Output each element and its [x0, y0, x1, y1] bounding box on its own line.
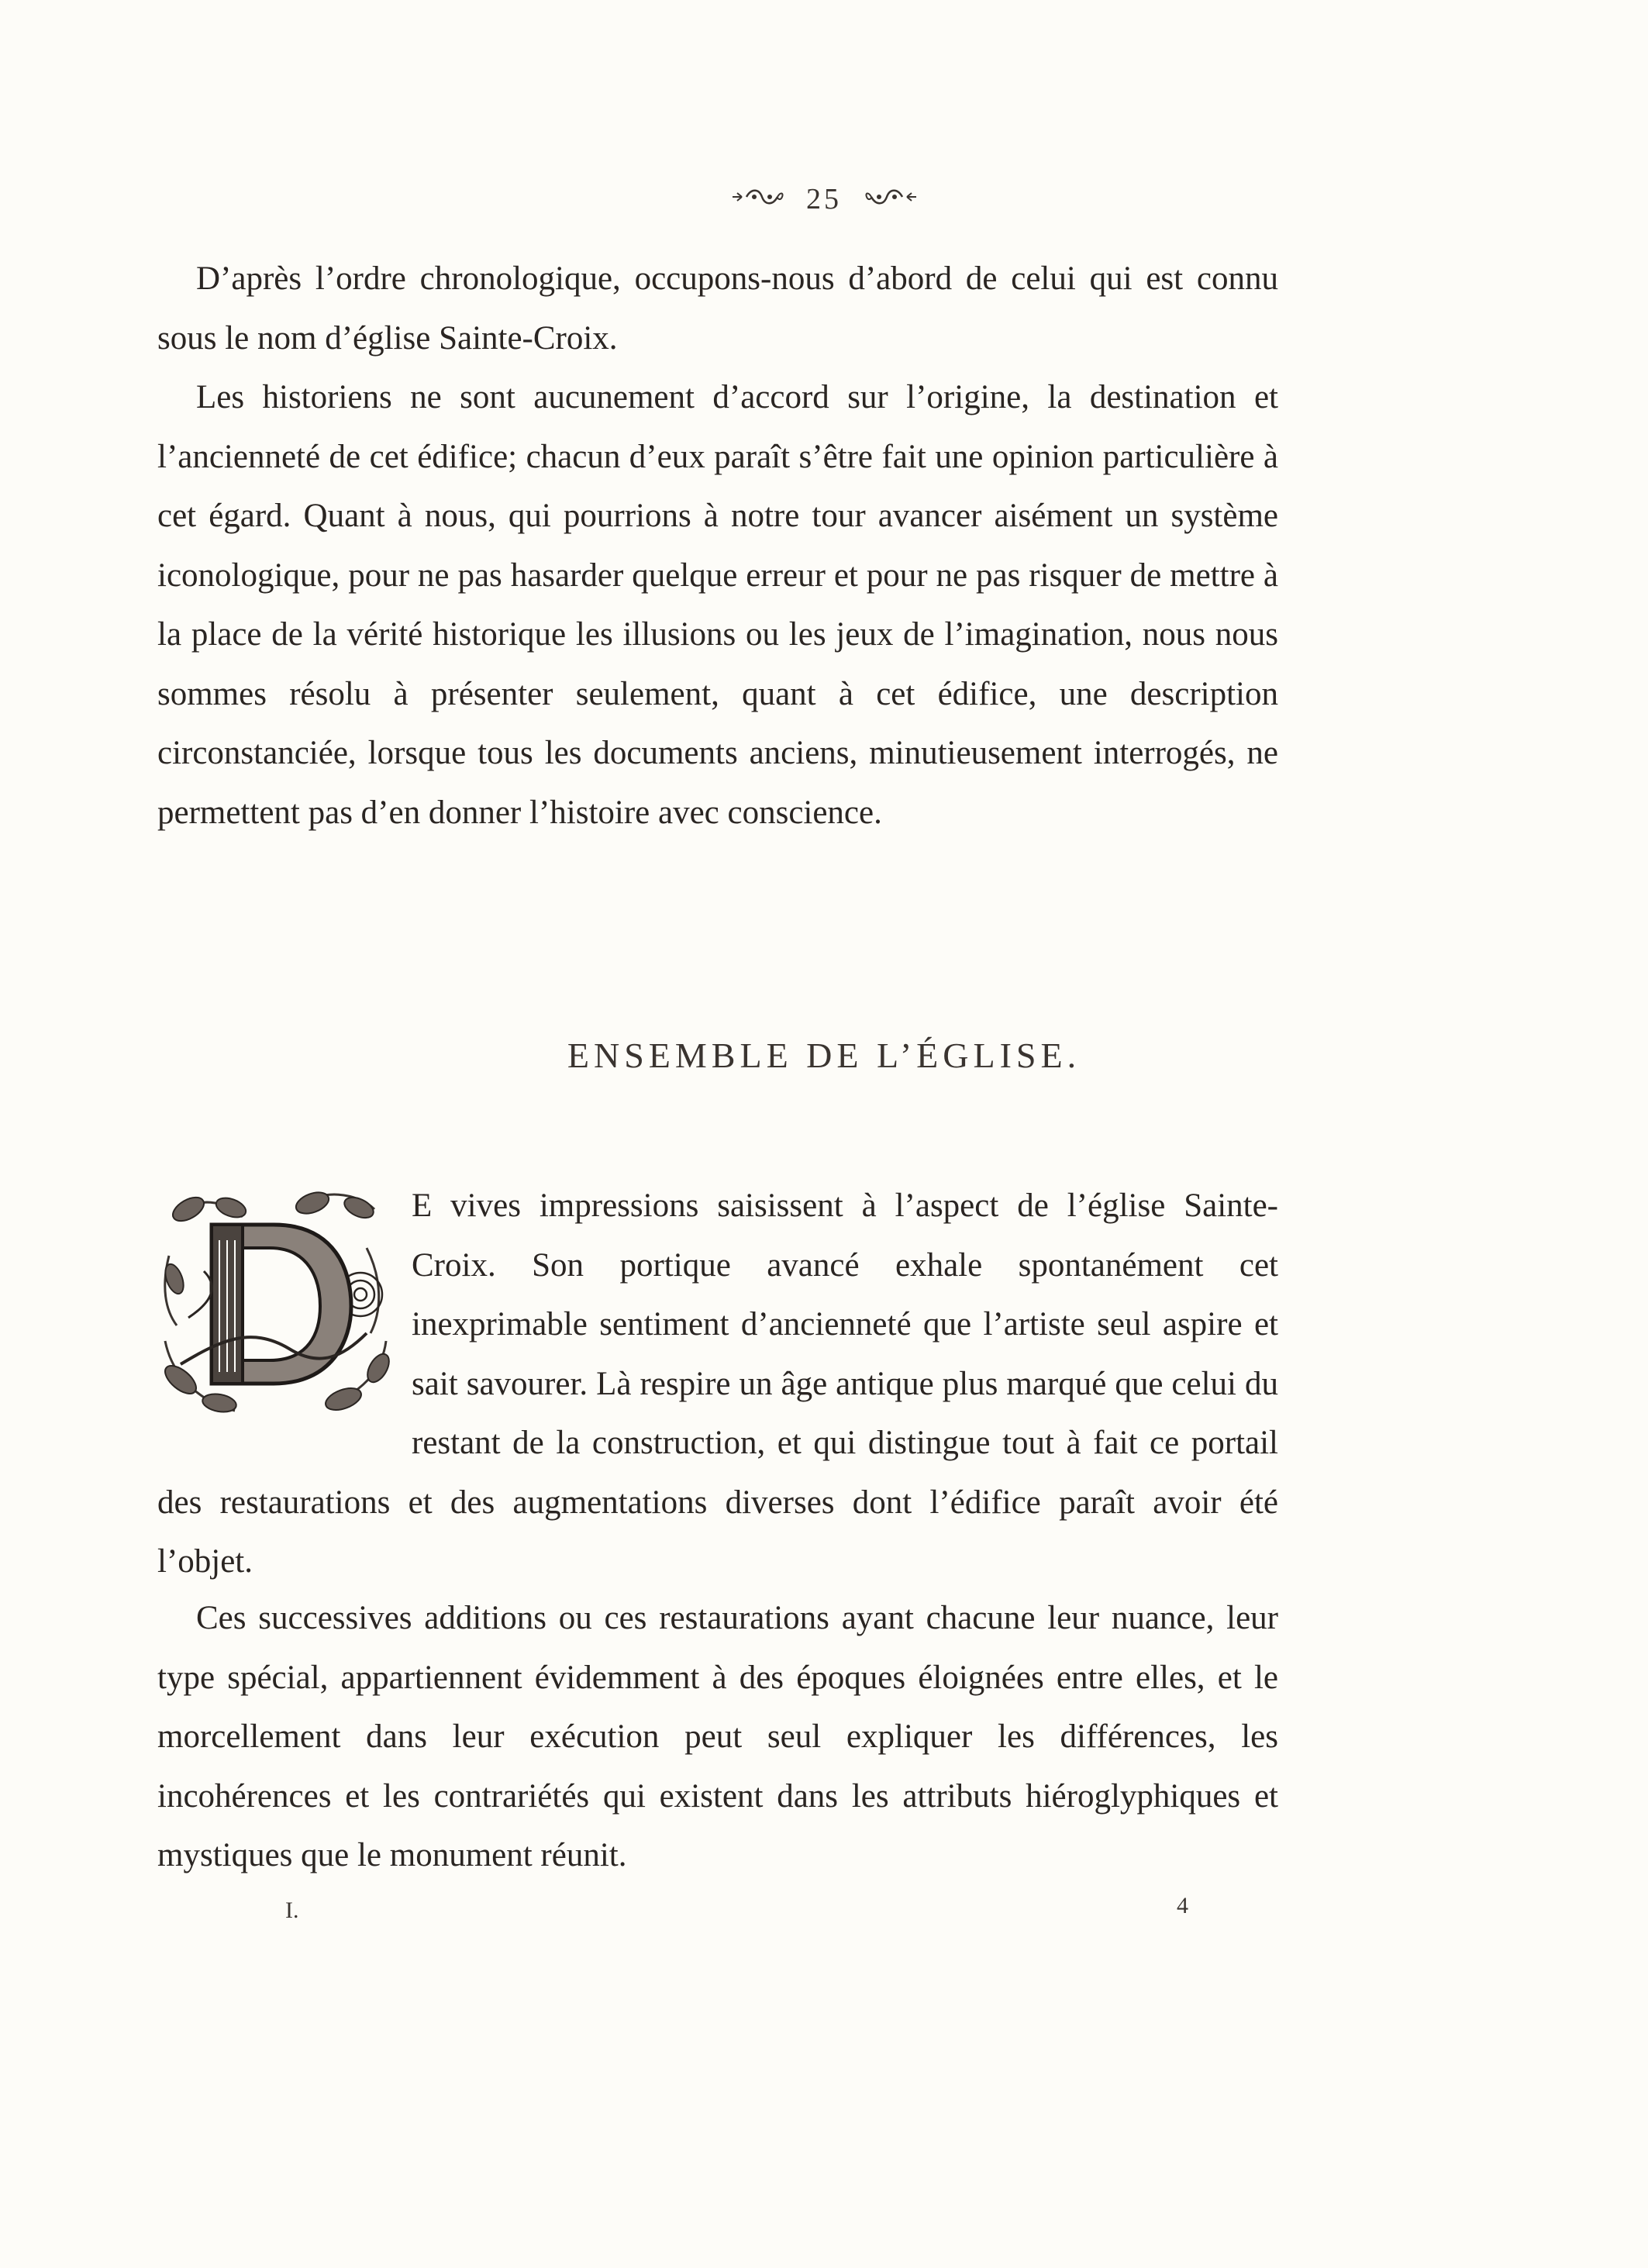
intro-paragraph: D’après l’ordre chronologique, occupons-nous d’abord de celui qui est connu sous le nom d’église Sainte-Croix.	[157, 260, 1278, 357]
signature-mark-left: I.	[285, 1897, 299, 1923]
floral-dropcap-icon	[157, 1186, 390, 1418]
right-ornament-icon	[864, 182, 918, 216]
page-header	[0, 180, 1648, 216]
dropcap-paragraph: E vives impressions saisissent à l’aspect de l’église Sainte-Croix. Son portique avancé exhale spontanément cet inexprimable sentiment d’ancienneté que l’artiste seul aspire et sait savourer. Là respire un âge antique plus marqué que celui du restant de la construction, et qui distingue tout à fait ce portail des restaurations et des augmentations diverses dont l’édifice paraît avoir été l’objet.	[157, 1187, 1278, 1580]
last-paragraph: Ces successives additions ou ces restaurations ayant chacune leur nuance, leur type spécial, appartiennent évidemment à des époques éloignées entre elles, et le morcellement dans leur exécution peut seul expliquer les différences, les incohérences et les contrariétés qui existent dans les attributs hiéroglyphiques et mystiques que le monument réunit.	[157, 1600, 1278, 1873]
signature-mark-right: 4	[1177, 1893, 1188, 1918]
page-number: 25	[806, 183, 842, 216]
section-title: ENSEMBLE DE L’ÉGLISE.	[567, 1036, 1081, 1075]
dropcap-paragraph-block	[157, 1177, 1278, 1592]
intro-paragraph-1-block	[157, 250, 1278, 368]
intro-paragraph: Les historiens ne sont aucunement d’accord sur l’origine, la destination et l’ancienneté de cet édifice; chacun d’eux paraît s’être fait une opinion particulière à cet égard. Quant à nous, qui pourrions à notre tour avancer aisément un système iconologique, pour ne pas hasarder quelque erreur et pour ne pas risquer de mettre à la place de la vérité historique les illusions ou les jeux de l’imagination, nous nous sommes résolu à présenter seulement, quant à cet édifice, une description circonstanciée, lorsque tous les documents anciens, minutieusement interrogés, ne permettent pas d’en donner l’histoire avec conscience.	[157, 379, 1278, 831]
last-paragraph-block	[157, 1589, 1278, 1886]
intro-paragraph-2-block	[157, 368, 1278, 843]
left-ornament-icon	[731, 182, 785, 216]
